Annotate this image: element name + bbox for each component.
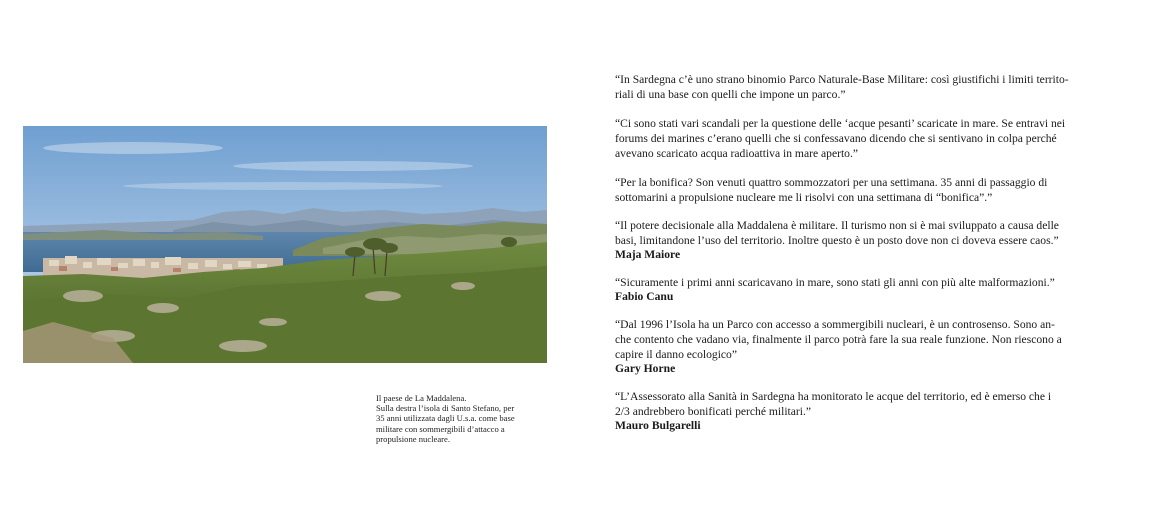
quote-line: capire il danno ecologico” bbox=[615, 348, 738, 361]
caption-line: 35 anni utilizzata dagli U.s.a. come base bbox=[376, 413, 515, 424]
quote-author: Mauro Bulgarelli bbox=[615, 419, 701, 432]
quote-line: sottomarini a propulsione nucleare me li risolvi con una settimana di “bonifica”.” bbox=[615, 191, 993, 204]
quote-line: “In Sardegna c’è uno strano binomio Parco Naturale-Base Militare: così giustifichi i limiti territo- bbox=[615, 73, 1069, 86]
quote-line: “Ci sono stati vari scandali per la questione delle ‘acque pesanti’ scaricate in mare. Se entravi nei bbox=[615, 117, 1066, 130]
caption-line: propulsione nucleare. bbox=[376, 433, 450, 444]
quote-block bbox=[615, 175, 1137, 205]
quote-line: “Dal 1996 l’Isola ha un Parco con accesso a sommergibili nucleari, è un controsenso. Sono an- bbox=[615, 318, 1055, 331]
quote-block bbox=[615, 72, 1137, 102]
quote-line: “Per la bonifica? Son venuti quattro sommozzatori per una settimana. 35 anni di passaggio di bbox=[615, 176, 1048, 189]
quote-block bbox=[615, 389, 1137, 433]
quote-line: “Sicuramente i primi anni scaricavano in mare, sono stati gli anni con più alte malformazioni.” bbox=[615, 276, 1055, 289]
landscape-photo bbox=[23, 126, 547, 363]
quote-block bbox=[615, 317, 1137, 376]
quote-author: Maja Maiore bbox=[615, 248, 681, 261]
quote-author: Fabio Canu bbox=[615, 290, 674, 303]
caption-line: militare con sommergibili d’attacco a bbox=[376, 423, 505, 434]
quote-block bbox=[615, 275, 1137, 304]
quote-block bbox=[615, 218, 1137, 262]
quote-line: “L’Assessorato alla Sanità in Sardegna ha monitorato le acque del territorio, ed è emerso che i bbox=[615, 390, 1052, 403]
caption-line: Il paese de La Maddalena. bbox=[376, 393, 467, 403]
quote-line: forums dei marines c’erano quelli che si confessavano dicendo che si sentivano in colpa perché bbox=[615, 132, 1057, 145]
caption-line: Sulla destra l’isola di Santo Stefano, per bbox=[376, 403, 515, 414]
quote-author: Gary Horne bbox=[615, 362, 676, 375]
quotes-column bbox=[615, 72, 1137, 433]
quote-line: riali di una base con quelli che impone un parco.” bbox=[615, 88, 846, 101]
quote-line: 2/3 andrebbero bonificati perché militari.” bbox=[615, 405, 812, 418]
quote-line: basi, limitandone l’uso del territorio. Inoltre questo è un posto dove non ci doveva essere caos.” bbox=[615, 234, 1059, 247]
quote-line: avevano scaricato acqua radioattiva in mare aperto.” bbox=[615, 147, 859, 160]
quote-block bbox=[615, 116, 1137, 161]
maddalena-landscape-image bbox=[23, 126, 547, 363]
photo-caption bbox=[376, 393, 551, 444]
quote-line: che contento che vadano via, finalmente il parco potrà fare la sua reale funzione. Non riescono a bbox=[615, 333, 1062, 346]
quote-line: “Il potere decisionale alla Maddalena è militare. Il turismo non si è mai sviluppato a causa delle bbox=[615, 219, 1059, 232]
